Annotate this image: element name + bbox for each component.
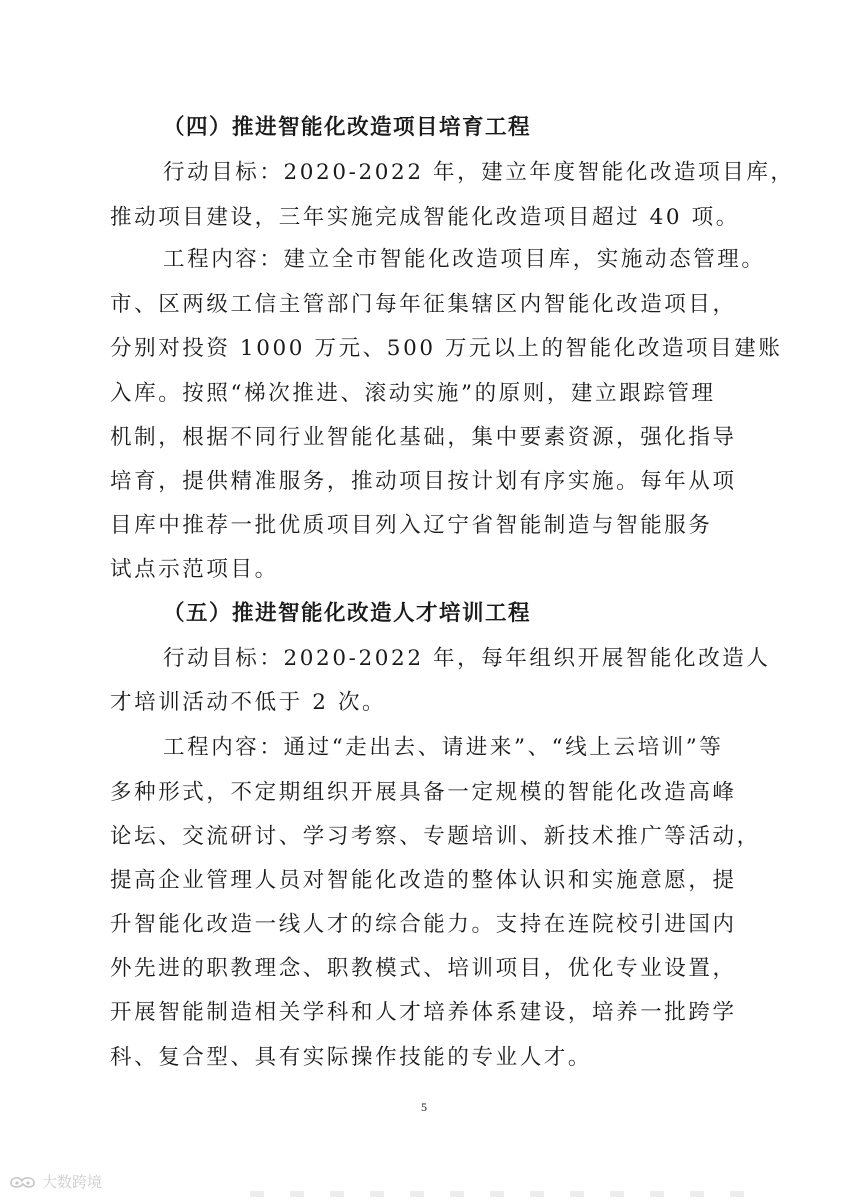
scan-artifact bbox=[250, 1191, 750, 1197]
watermark-text: 大数跨境 bbox=[42, 1173, 103, 1191]
content-line: 提高企业管理人员对智能化改造的整体认识和实施意愿，提 bbox=[110, 868, 737, 893]
watermark bbox=[8, 1171, 102, 1192]
content-line: 工程内容：通过“走出去、请进来”、“线上云培训”等 bbox=[163, 735, 724, 760]
goal-line: 行动目标：2020-2022 年，每年组织开展智能化改造人 bbox=[163, 646, 771, 671]
content-line: 机制，根据不同行业智能化基础，集中要素资源，强化指导 bbox=[110, 425, 737, 450]
page-number: 5 bbox=[421, 1100, 427, 1114]
content-line: 开展智能制造相关学科和人才培养体系建设，培养一批跨学 bbox=[110, 1000, 737, 1025]
content-line: 论坛、交流研讨、学习考察、专题培训、新技术推广等活动， bbox=[110, 824, 761, 849]
goal-line: 才培训活动不低于 2 次。 bbox=[110, 690, 387, 715]
content-line: 升智能化改造一线人才的综合能力。支持在连院校引进国内 bbox=[110, 912, 737, 937]
content-line: 外先进的职教理念、职教模式、培训项目，优化专业设置， bbox=[110, 956, 737, 981]
content-line: 目库中推荐一批优质项目列入辽宁省智能制造与智能服务 bbox=[110, 513, 713, 538]
section-heading: （五）推进智能化改造人才培训工程 bbox=[163, 601, 532, 626]
section-heading: （四）推进智能化改造项目培育工程 bbox=[163, 115, 532, 140]
goal-line: 行动目标：2020-2022 年，建立年度智能化改造项目库， bbox=[163, 160, 795, 185]
goal-line: 推动项目建设，三年实施完成智能化改造项目超过 40 项。 bbox=[110, 205, 740, 230]
content-line: 科、复合型、具有实际操作技能的专业人才。 bbox=[110, 1045, 593, 1070]
content-line: 工程内容：建立全市智能化改造项目库，实施动态管理。 bbox=[163, 247, 766, 272]
content-line: 市、区两级工信主管部门每年征集辖区内智能化改造项目， bbox=[110, 292, 737, 317]
watermark-logo-icon bbox=[8, 1173, 38, 1191]
content-line: 多种形式，不定期组织开展具备一定规模的智能化改造高峰 bbox=[110, 780, 737, 805]
content-line: 分别对投资 1000 万元、500 万元以上的智能化改造项目建账 bbox=[110, 336, 783, 361]
content-line: 试点示范项目。 bbox=[110, 557, 279, 582]
content-line: 入库。按照“梯次推进、滚动实施”的原则，建立跟踪管理 bbox=[110, 381, 716, 406]
content-line: 培育，提供精准服务，推动项目按计划有序实施。每年从项 bbox=[110, 469, 737, 494]
